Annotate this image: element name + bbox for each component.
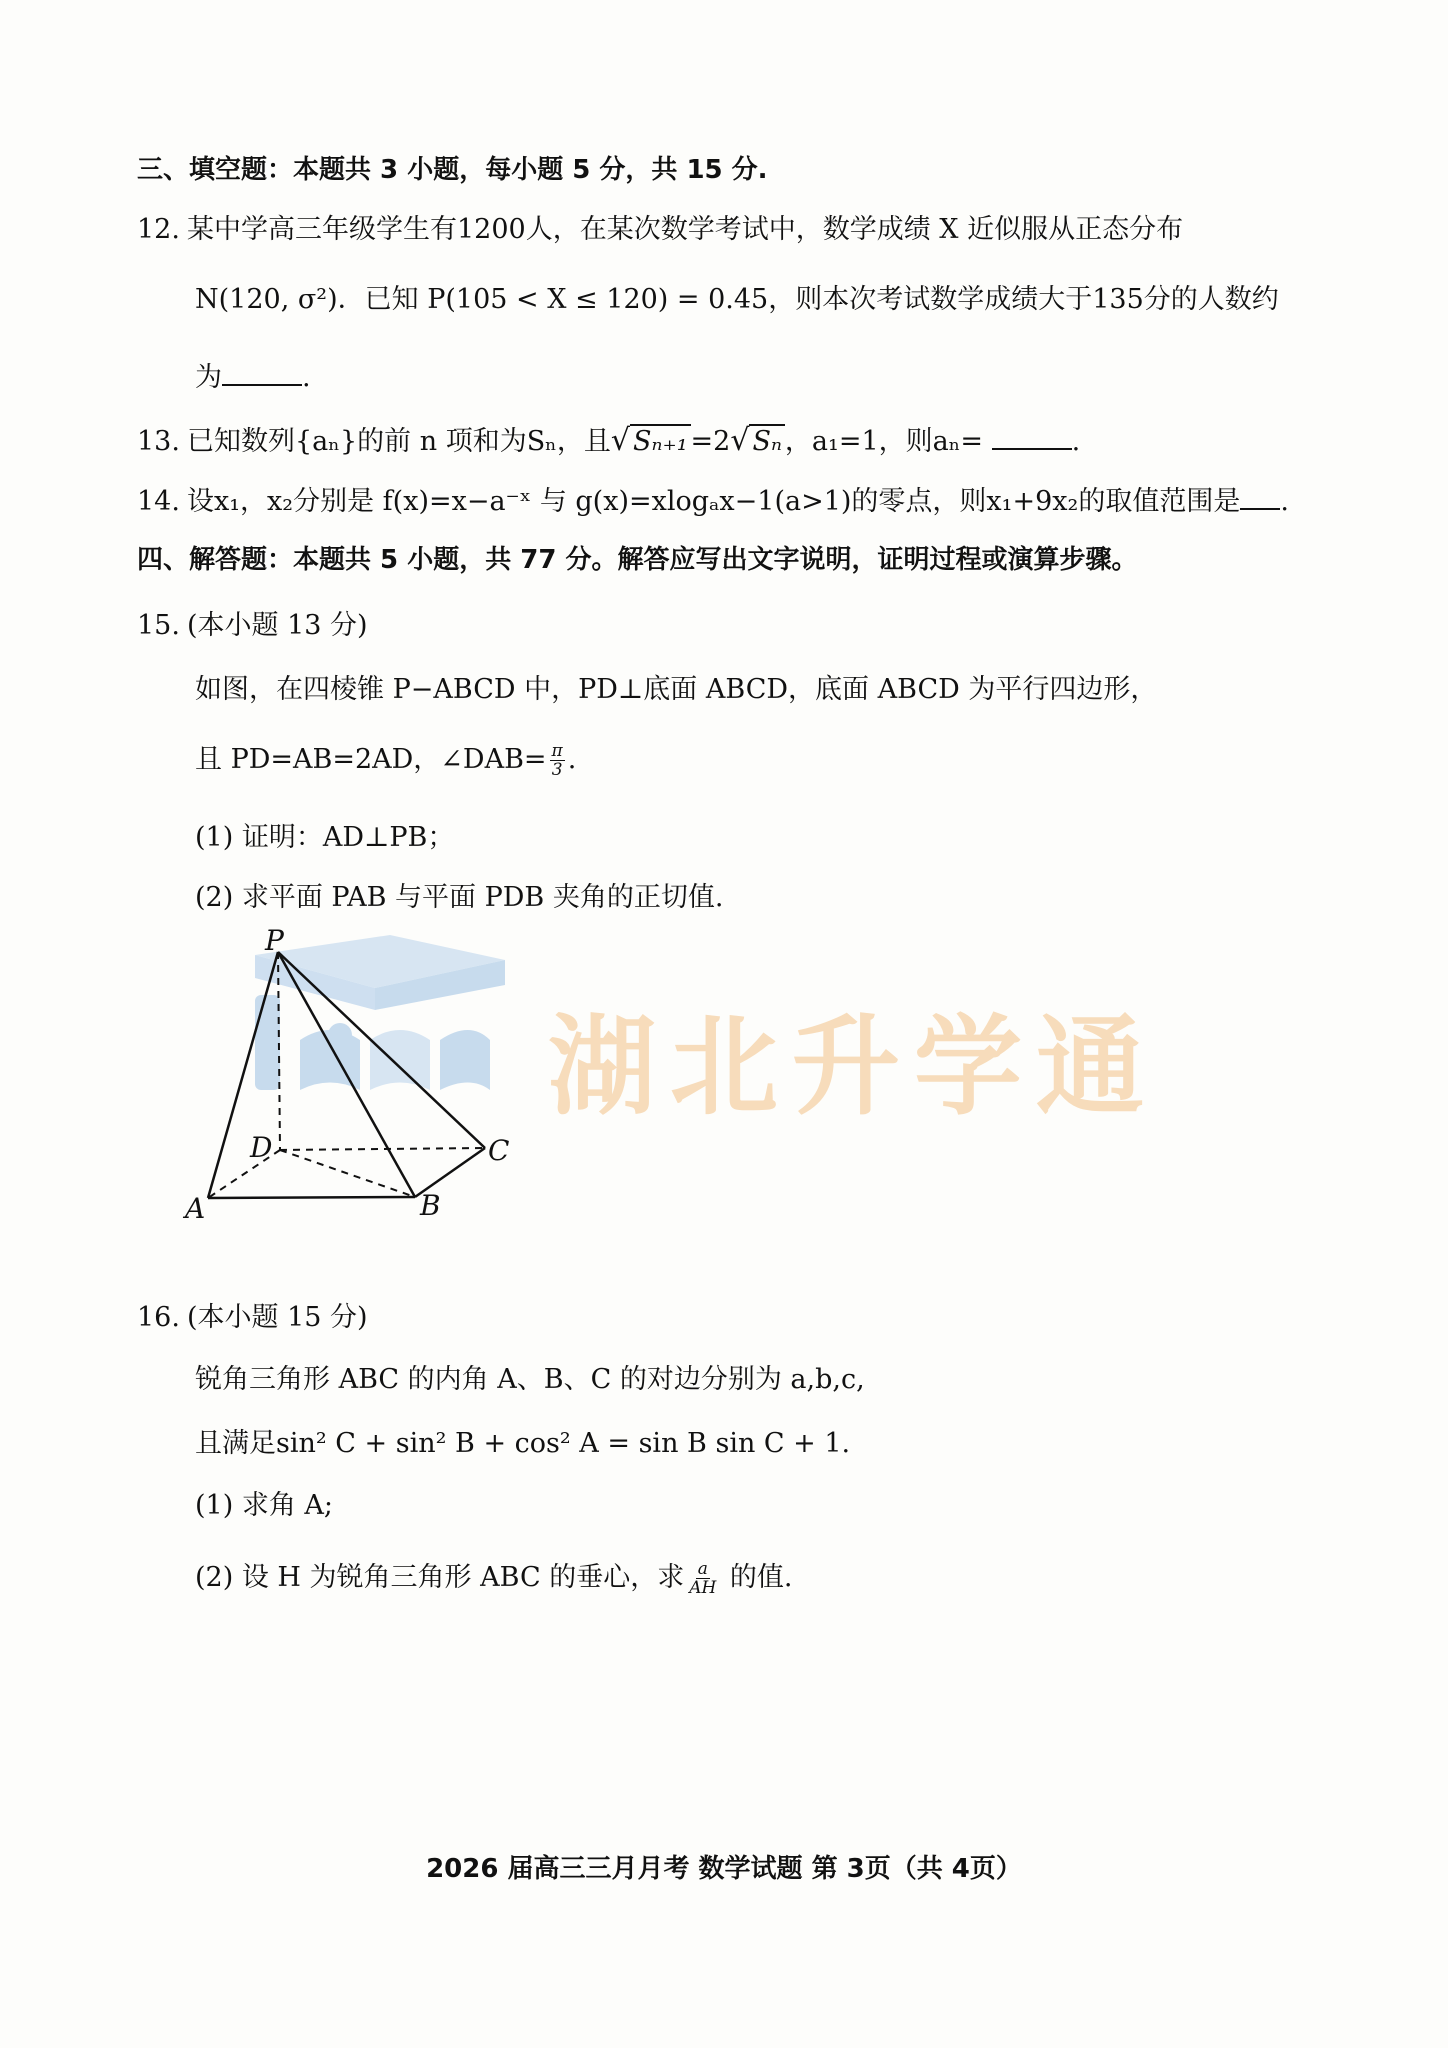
ratio-fraction-numerator: a [697,1559,708,1579]
question-14: 14. 设x₁，x₂分别是 f(x)=x−a⁻ˣ 与 g(x)=xlogₐx−1(a>1)的零点，则x₁+9x₂的取值范围是 . [137,482,1289,520]
question-14-text: 设x₁，x₂分别是 f(x)=x−a⁻ˣ 与 g(x)=xlogₐx−1(a>1)的零点，则x₁+9x₂的取值范围是 [187,486,1241,517]
question-15-score: (本小题 13 分) [187,610,368,641]
section-3-title: 三、填空题：本题共 3 小题，每小题 5 分，共 15 分. [137,155,768,185]
vertex-label-C: C [488,1134,510,1167]
question-13-number: 13. [137,426,180,457]
watermark-text: 湖北升学通 [548,1005,1159,1130]
question-16-text-2: (2) 设 H 为锐角三角形 ABC 的垂心，求 [195,1562,685,1593]
edge-PB [278,952,415,1197]
question-14-number: 14. [137,486,180,517]
section-4-title: 四、解答题：本题共 5 小题，共 77 分。解答应写出文字说明，证明过程或演算步骤。 [137,545,1138,575]
question-15-line-1: 如图，在四棱锥 P−ABCD 中，PD⊥底面 ABCD，底面 ABCD 为平行四边形， [195,674,1158,705]
question-13-sqrt-1: Sₙ₊₁ [630,424,691,457]
question-15-period: . [567,744,577,775]
question-12-text-3: 为 [195,362,222,393]
question-15-number: 15. [137,610,180,641]
question-12-line-3: 为 . [195,358,311,396]
question-13-text-1: 已知数列{aₙ}的前 n 项和为Sₙ，且 [187,426,611,457]
edge-PC [278,952,485,1148]
question-16-line-2: 且满足sin² C + sin² B + cos² A = sin B sin C + 1. [195,1428,851,1459]
question-16-part-1: (1) 求角 A; [195,1490,334,1521]
edge-AB [208,1197,415,1198]
question-13: 13. 已知数列{aₙ}的前 n 项和为Sₙ，且√ Sₙ₊₁ =2√ Sₙ ，a₁=1，则aₙ= . [137,423,1081,458]
vertex-label-B: B [420,1189,441,1222]
question-16-header [137,1300,368,1336]
question-13-text-2: ，a₁=1，则aₙ= [784,426,992,457]
question-16-score: (本小题 15 分) [187,1302,368,1333]
question-16-part-2 [195,1560,792,1597]
ratio-fraction-denominator: AH [689,1578,717,1598]
question-12-number: 12. [137,214,180,245]
vertex-label-P: P [265,924,284,957]
question-16-line-1: 锐角三角形 ABC 的内角 A、B、C 的对边分别为 a,b,c, [195,1364,865,1395]
question-15-text-2: 且 PD=AB=2AD，∠DAB= [195,744,547,775]
edge-DC [280,1148,485,1150]
angle-fraction-denominator: 3 [551,760,563,780]
question-13-mid: =2 [690,426,731,457]
question-16-number: 16. [137,1302,180,1333]
angle-fraction-numerator: π [551,741,563,761]
ratio-fraction [687,1560,718,1597]
vertex-label-D: D [250,1131,273,1164]
question-15-part-2: (2) 求平面 PAB 与平面 PDB 夹角的正切值. [195,882,724,913]
question-13-sqrt-2: Sₙ [749,424,784,457]
vertex-label-A: A [185,1192,206,1225]
edge-PD [278,952,280,1150]
question-15-part-1: (1) 证明：AD⊥PB； [195,822,455,853]
question-12-text-1: 某中学高三年级学生有1200人，在某次数学考试中，数学成绩 X 近似服从正态分布 [187,214,1184,245]
page-footer: 2026 届高三三月月考 数学试题 第 3页（共 4页） [426,1854,1022,1884]
question-16-text-3: 的值. [721,1562,793,1593]
question-12-line-2: N(120, σ²)．已知 P(105 < X ≤ 120) = 0.45，则本次考试数学成绩大于135分的人数约 [195,284,1279,315]
edge-DB [280,1150,415,1197]
